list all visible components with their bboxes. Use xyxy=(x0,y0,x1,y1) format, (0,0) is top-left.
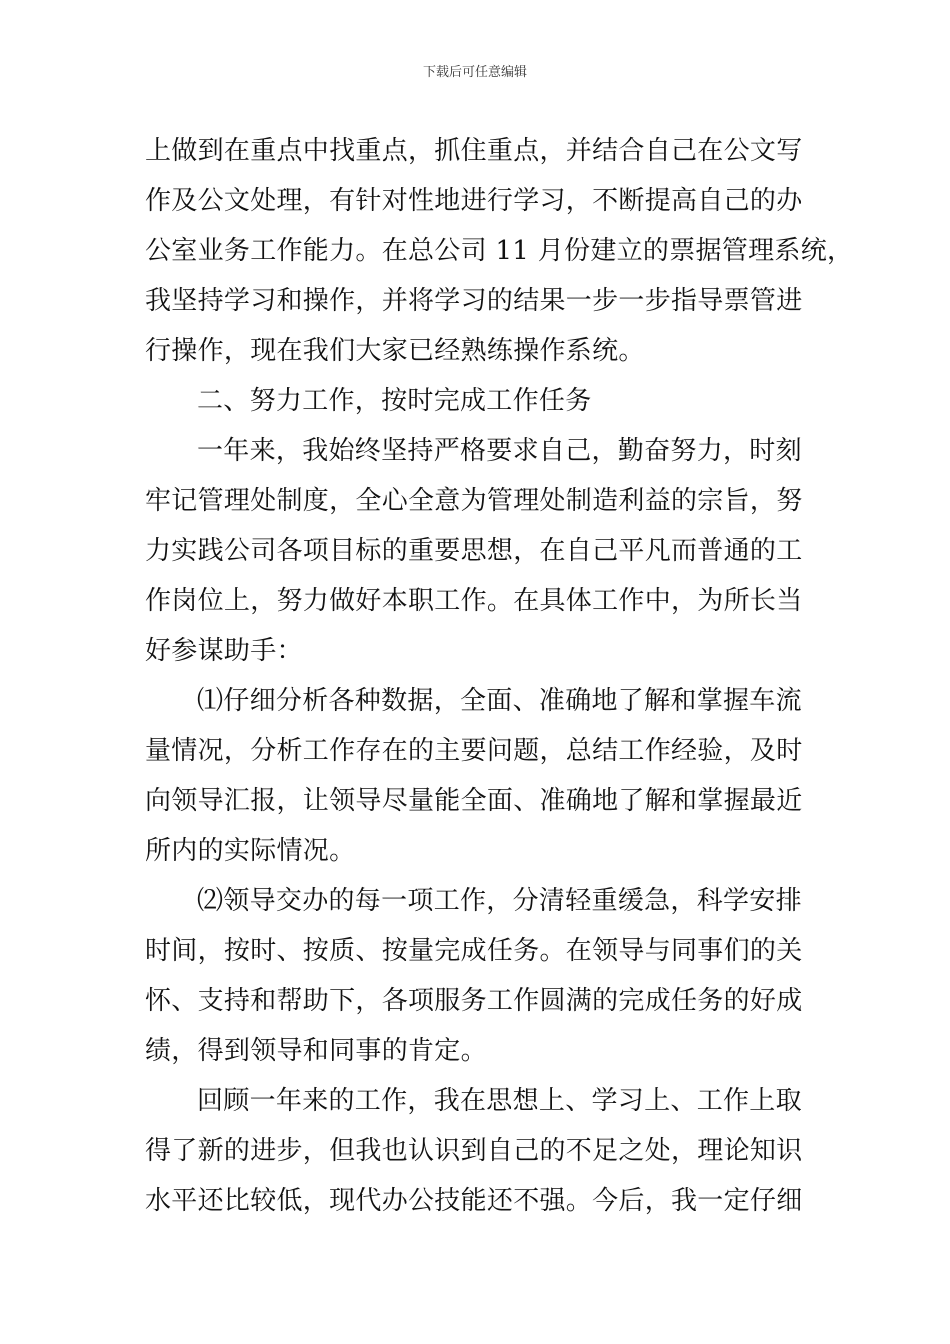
text-line: 牢记管理处制度，全心全意为管理处制造利益的宗旨，努 xyxy=(145,486,803,516)
text-line: 怀、支持和帮助下，各项服务工作圆满的完成任务的好成 xyxy=(145,986,803,1016)
text-line: 一年来，我始终坚持严格要求自己，勤奋努力，时刻 xyxy=(197,436,802,466)
document-body xyxy=(145,126,854,1226)
text-line: 力实践公司各项目标的重要思想，在自己平凡而普通的工 xyxy=(145,536,803,566)
text-line: 上做到在重点中找重点，抓住重点，并结合自己在公文写 xyxy=(145,136,803,166)
text-line: 量情况，分析工作存在的主要问题，总结工作经验，及时 xyxy=(145,736,803,766)
text-line: 得了新的进步，但我也认识到自己的不足之处，理论知识 xyxy=(145,1136,803,1166)
text-line: 好参谋助手： xyxy=(145,636,303,666)
text-line: 时间，按时、按质、按量完成任务。在领导与同事们的关 xyxy=(145,936,803,966)
text-line: ⑴仔细分析各种数据，全面、准确地了解和掌握车流 xyxy=(197,686,802,716)
text-line: 回顾一年来的工作，我在思想上、学习上、工作上取 xyxy=(197,1086,802,1116)
text-line: 公室业务工作能力。在总公司 11 月份建立的票据管理系统， xyxy=(145,236,854,266)
text-line: 行操作，现在我们大家已经熟练操作系统。 xyxy=(145,336,645,366)
text-line: 作及公文处理，有针对性地进行学习，不断提高自己的办 xyxy=(145,186,803,216)
page-header: 下载后可任意编辑 xyxy=(422,65,527,80)
text-line: 作岗位上，努力做好本职工作。在具体工作中，为所长当 xyxy=(145,586,803,616)
text-line: ⑵领导交办的每一项工作，分清轻重缓急，科学安排 xyxy=(197,886,802,916)
text-line: 所内的实际情况。 xyxy=(145,836,356,866)
text-line: 水平还比较低，现代办公技能还不强。今后，我一定仔细 xyxy=(145,1186,803,1216)
text-line: 二、努力工作，按时完成工作任务 xyxy=(197,386,592,416)
text-line: 绩，得到领导和同事的肯定。 xyxy=(145,1036,487,1066)
text-line: 向领导汇报，让领导尽量能全面、准确地了解和掌握最近 xyxy=(145,786,803,816)
text-line: 我坚持学习和操作，并将学习的结果一步一步指导票管进 xyxy=(145,286,803,316)
